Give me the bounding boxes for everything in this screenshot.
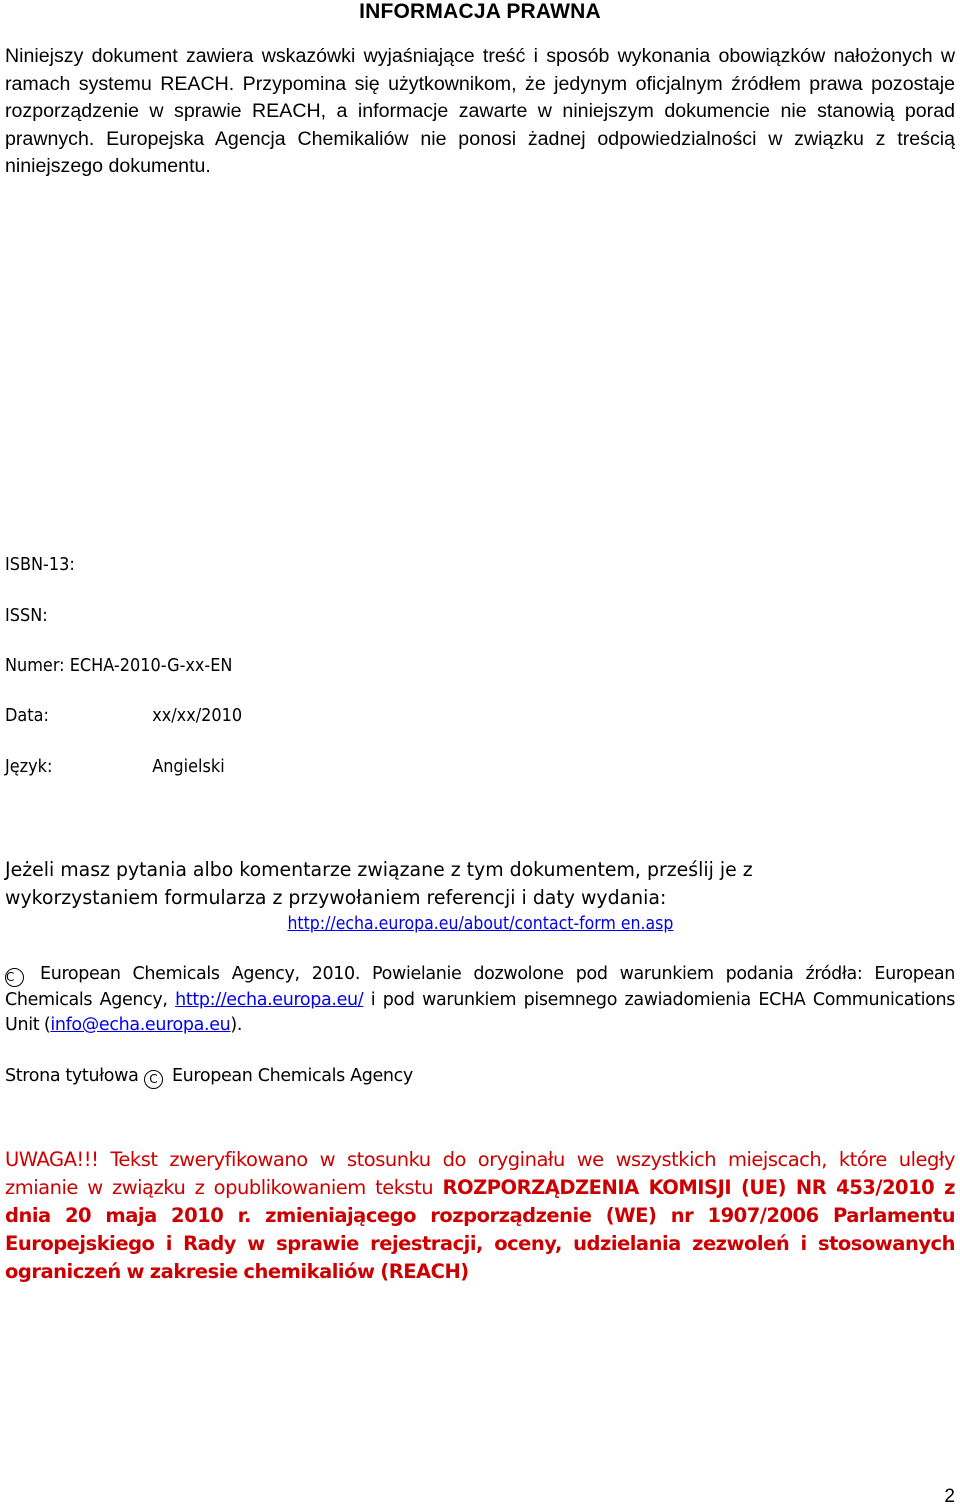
contact-form-link[interactable]: http://echa.europa.eu/about/contact-form en.asp xyxy=(287,914,673,934)
copyright-icon: C xyxy=(5,968,24,987)
copyright-text-2: i pod warunkiem pisemnego zawiadomienia ECHA Communications Unit ( xyxy=(5,989,955,1035)
date-row xyxy=(5,704,242,728)
date-label: Data: xyxy=(5,706,49,726)
number-label: Numer: xyxy=(5,656,65,676)
copyright-notice xyxy=(5,962,955,1039)
isbn-label: ISBN-13: xyxy=(5,555,75,575)
legal-disclaimer: Niniejszy dokument zawiera wskazówki wyjaśniające treść i sposób wykonania obowiązków nałożonych w ramach systemu REACH. Przypomina się użytkownikom, że jedynym oficjalnym źródłem prawa pozostaje rozporządzenie w sprawie REACH, a informacje zawarte w niniejszym dokumencie nie stanowią porad prawnych. Europejska Agencja Chemikaliów nie ponosi żadnej odpowiedzialności w związku z treścią niniejszego dokumentu. xyxy=(5,45,955,177)
number-row xyxy=(5,654,232,678)
cover-credit-label: Strona tytułowa xyxy=(5,1066,139,1086)
warning-regulation-reference: ROZPORZĄDZENIA KOMISJI (UE) NR 453/2010 z dnia 20 maja 2010 r. zmieniającego rozporządzenie (WE) nr 1907/2006 Parlamentu Europejskiego i Rady w sprawie rejestracji, oceny, udzielania zezwoleń i stosowanych ograniczeń w zakresie chemikaliów (REACH) xyxy=(5,1176,955,1283)
number-value: ECHA-2010-G-xx-EN xyxy=(69,656,233,676)
warning-text: UWAGA!!! Tekst zweryfikowano w stosunku do oryginału we wszystkich miejscach, które uległy zmianie w związku z opublikowaniem tekstu xyxy=(5,1148,955,1199)
contact-form-link-row xyxy=(0,912,960,936)
page-title: INFORMACJA PRAWNA xyxy=(359,0,601,23)
contact-instructions xyxy=(5,856,912,912)
echa-email-link[interactable]: info@echa.europa.eu xyxy=(50,1015,231,1035)
isbn-row xyxy=(5,553,75,577)
language-value: Angielski xyxy=(152,757,225,777)
copyright-icon: C xyxy=(144,1070,163,1089)
verification-warning xyxy=(5,1146,955,1286)
copyright-text-1: European Chemicals Agency, 2010. Powielanie dozwolone pod warunkiem podania źródła: European Chemicals Agency, xyxy=(5,964,955,1010)
issn-row xyxy=(5,604,48,628)
echa-website-link[interactable]: http://echa.europa.eu/ xyxy=(175,989,364,1010)
contact-instructions-line-1: Jeżeli masz pytania albo komentarze związane z tym dokumentem, prześlij je z xyxy=(5,858,753,881)
page-number: 2 xyxy=(944,1486,955,1507)
language-label: Język: xyxy=(5,757,53,777)
cover-credit xyxy=(5,1064,413,1089)
date-value: xx/xx/2010 xyxy=(152,706,243,726)
language-row xyxy=(5,755,225,779)
cover-credit-owner: European Chemicals Agency xyxy=(171,1066,413,1086)
copyright-text-3: ). xyxy=(230,1015,243,1035)
issn-label: ISSN: xyxy=(5,606,48,626)
contact-instructions-line-2: wykorzystaniem formularza z przywołaniem referencji i daty wydania: xyxy=(5,886,667,909)
